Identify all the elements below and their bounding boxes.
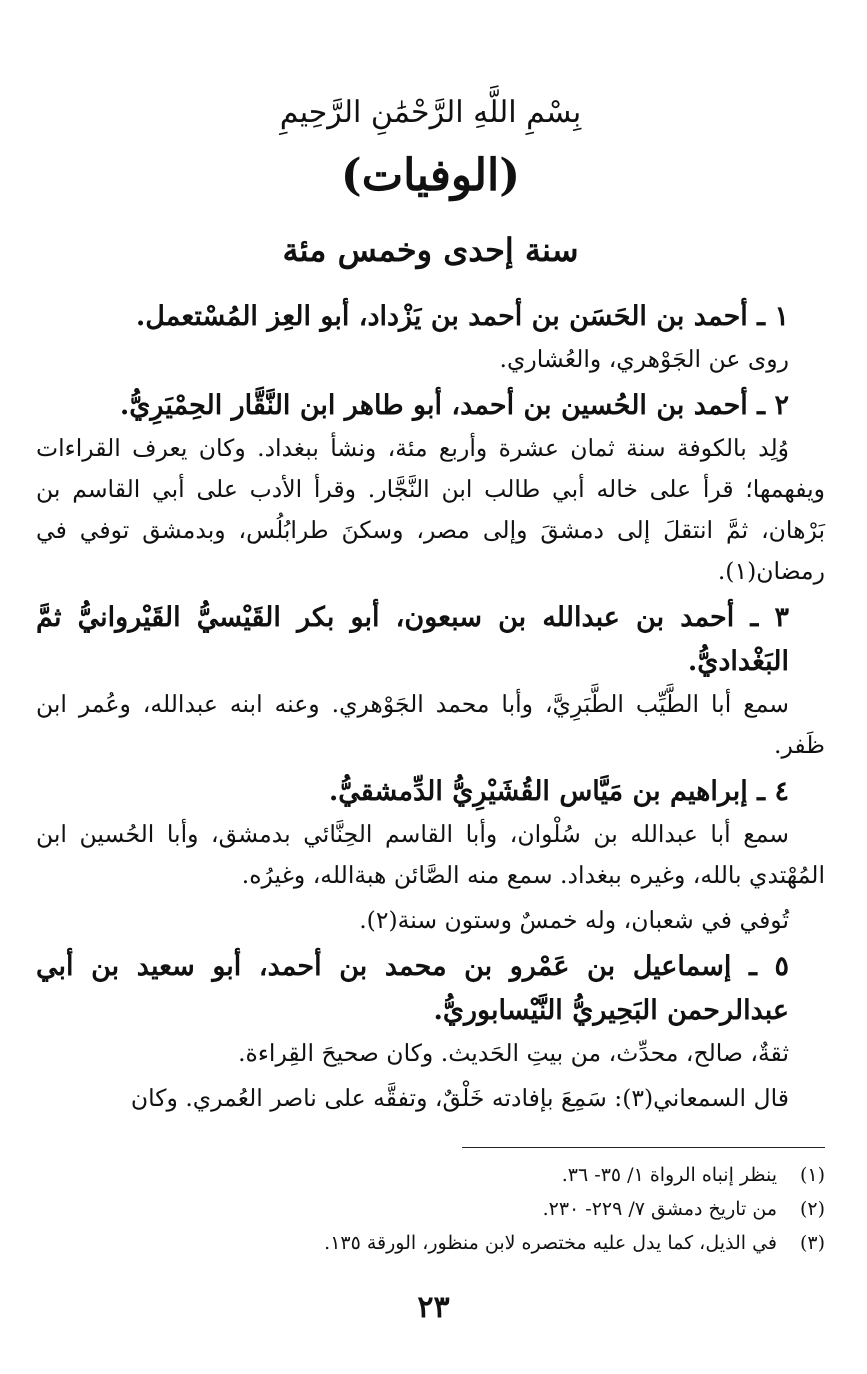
footnote-number: (٢)	[799, 1198, 825, 1220]
entry-paragraph: سمع أبا الطَّيِّب الطَّبَرِيَّ، وأبا محمد الجَوْهري. وعنه ابنه عبدالله، وعُمر ابن ظَفر.	[36, 690, 825, 759]
footnote	[36, 1158, 825, 1192]
entry-1	[36, 295, 825, 380]
footnote	[36, 1192, 825, 1226]
footnote-text: في الذيل، كما يدل عليه مختصره لابن منظور، الورقة ١٣٥.	[324, 1232, 777, 1254]
footnote-number: (٣)	[799, 1232, 825, 1254]
footnote-number: (١)	[799, 1164, 825, 1186]
footnotes	[36, 1158, 825, 1260]
entry-heading: ٢ ـ أحمد بن الحُسين بن أحمد، أبو طاهر ابن النَّقَّار الحِمْيَرِيُّ.	[119, 390, 789, 421]
entry-4	[36, 770, 825, 941]
entry-paragraph: ثقةٌ، صالح، محدِّث، من بيتِ الحَديث. وكان صحيحَ القِراءة.	[238, 1039, 789, 1067]
entry-3	[36, 596, 825, 766]
entry-paragraph: قال السمعاني(٣): سَمِعَ بإفادته خَلْقٌ، وتفقَّه على ناصر العُمري. وكان	[130, 1084, 789, 1112]
footnote	[36, 1226, 825, 1260]
section-title: (الوفيات)	[340, 150, 521, 201]
entry-heading: ١ ـ أحمد بن الحَسَن بن أحمد بن يَزْداد، أبو العِز المُسْتعمل.	[135, 301, 789, 332]
entry-heading: ٣ ـ أحمد بن عبدالله بن سبعون، أبو بكر القَيْسيُّ القَيْروانيُّ ثمَّ البَغْداديُّ.	[36, 602, 789, 677]
entry-heading: ٥ ـ إسماعيل بن عَمْرو بن محمد بن أحمد، أبو سعيد بن أبي عبدالرحمن البَحِيريُّ النَّيْسابوريُّ.	[36, 951, 789, 1026]
year-title: سنة إحدى وخمس مئة	[282, 231, 579, 269]
basmala: بِسْمِ اللَّهِ الرَّحْمَٰنِ الرَّحِيمِ	[279, 95, 582, 130]
entry-paragraph: روى عن الجَوْهري، والعُشاري.	[499, 345, 789, 373]
entry-5	[36, 945, 825, 1119]
page-number: ٢٣	[417, 1290, 450, 1325]
footnote-text: ينظر إنباه الرواة ١/ ٣٥- ٣٦.	[561, 1164, 777, 1186]
entry-paragraph: سمع أبا عبدالله بن سُلْوان، وأبا القاسم الحِنَّائي بدمشق، وأبا الحُسين ابن المُهْتدي بالله، وغيره ببغداد. سمع منه الصَّائن هبةالله، وغيرُه.	[36, 820, 825, 889]
entry-paragraph: تُوفي في شعبان، وله خمسٌ وستون سنة(٢).	[359, 906, 789, 934]
entry-paragraph: وُلِد بالكوفة سنة ثمان عشرة وأربع مئة، ونشأ ببغداد. وكان يعرف القراءات ويفهمها؛ قرأ على خاله أبي طالب ابن النَّجَّار. وقرأ الأدب على أبي القاسم بن بَرْهان، ثمَّ انتقلَ إلى دمشقَ وإلى مصر، وسكنَ طرابُلُس، وبدمشق توفي في رمضان(١).	[36, 434, 825, 585]
entry-heading: ٤ ـ إبراهيم بن مَيَّاس القُشَيْرِيُّ الدِّمشقيُّ.	[328, 776, 789, 807]
footnote-divider	[36, 1123, 825, 1158]
footnote-text: من تاريخ دمشق ٧/ ٢٢٩- ٢٣٠.	[542, 1198, 777, 1220]
entry-2	[36, 384, 825, 592]
